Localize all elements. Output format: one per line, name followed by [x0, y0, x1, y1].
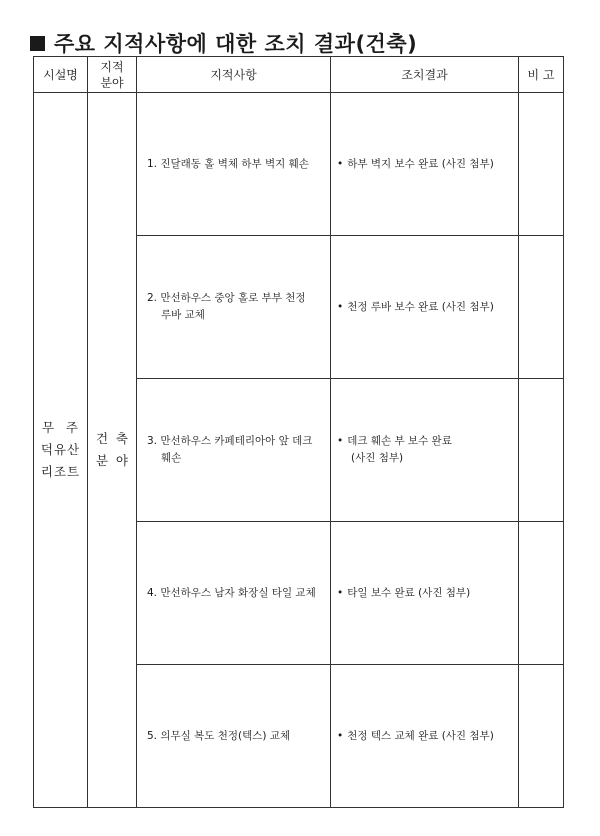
field-char: 분 [96, 453, 109, 468]
facility-line2: 덕유산 [40, 442, 81, 457]
header-field-line2: 분야 [100, 75, 124, 90]
facility-cell [34, 93, 88, 808]
facility-char: 무 [42, 420, 56, 435]
field-cell [88, 93, 137, 808]
table-header-row [34, 57, 564, 93]
bullet-icon: • [337, 300, 344, 313]
result-cell [331, 522, 519, 665]
finding-cell [137, 93, 331, 236]
page-title [30, 28, 417, 58]
finding-text-line1: 3. 만선하우스 카페테리아아 앞 데크 [147, 435, 313, 447]
result-cell [331, 665, 519, 808]
result-text-line1: 데크 훼손 부 보수 완료 [347, 435, 452, 447]
result-text-line1: 천정 텍스 교체 완료 (사진 첨부) [347, 729, 494, 742]
header-field-line1: 지적 [100, 59, 124, 74]
finding-text-line2: 루바 교체 [161, 309, 205, 321]
header-field [88, 57, 137, 93]
result-cell [331, 379, 519, 522]
facility-line3: 리조트 [40, 464, 81, 479]
header-result: 조치결과 [331, 57, 519, 93]
field-line2 [88, 450, 136, 472]
finding-text: 5. 의무실 복도 천정(텍스) 교체 [147, 729, 291, 742]
remarks-cell [519, 522, 564, 665]
finding-text: 4. 만선하우스 남자 화장실 타일 교체 [147, 586, 316, 599]
facility-line1 [34, 417, 87, 439]
result-text-line1: 타일 보수 완료 (사진 첨부) [347, 586, 471, 599]
remarks-cell [519, 665, 564, 808]
bullet-icon: • [337, 435, 344, 447]
field-char: 야 [115, 453, 128, 468]
finding-text-line1: 2. 만선하우스 중앙 홀로 부부 천정 [147, 292, 306, 304]
result-text-line1: 하부 벽지 보수 완료 (사진 첨부) [347, 157, 494, 170]
result-cell [331, 236, 519, 379]
field-line1 [88, 428, 136, 450]
result-text-line2: (사진 첨부) [351, 452, 404, 464]
page-title-text: 주요 지적사항에 대한 조치 결과(건축) [54, 32, 418, 56]
field-char: 건 [96, 431, 109, 446]
bullet-icon: • [337, 586, 344, 599]
result-text [337, 585, 512, 602]
result-cell [331, 93, 519, 236]
finding-cell [137, 379, 331, 522]
result-text-line1: 천정 루바 보수 완료 (사진 첨부) [347, 300, 494, 313]
findings-table [33, 56, 564, 808]
remarks-cell [519, 93, 564, 236]
result-text [337, 433, 512, 450]
header-finding: 지적사항 [137, 57, 331, 93]
finding-cell [137, 236, 331, 379]
finding-cell [137, 522, 331, 665]
finding-text-line2: 훼손 [161, 452, 182, 464]
filled-square-icon [30, 36, 45, 51]
result-text [337, 728, 512, 745]
result-text [337, 299, 512, 316]
facility-char: 주 [65, 420, 79, 435]
finding-cell [137, 665, 331, 808]
header-remarks: 비 고 [519, 57, 564, 93]
result-text [337, 156, 512, 173]
table-row [34, 93, 564, 236]
finding-text: 1. 진달래동 홀 벽체 하부 벽지 훼손 [147, 157, 309, 170]
remarks-cell [519, 379, 564, 522]
field-char: 축 [115, 431, 128, 446]
header-facility: 시설명 [34, 57, 88, 93]
bullet-icon: • [337, 157, 344, 170]
bullet-icon: • [337, 729, 344, 742]
remarks-cell [519, 236, 564, 379]
